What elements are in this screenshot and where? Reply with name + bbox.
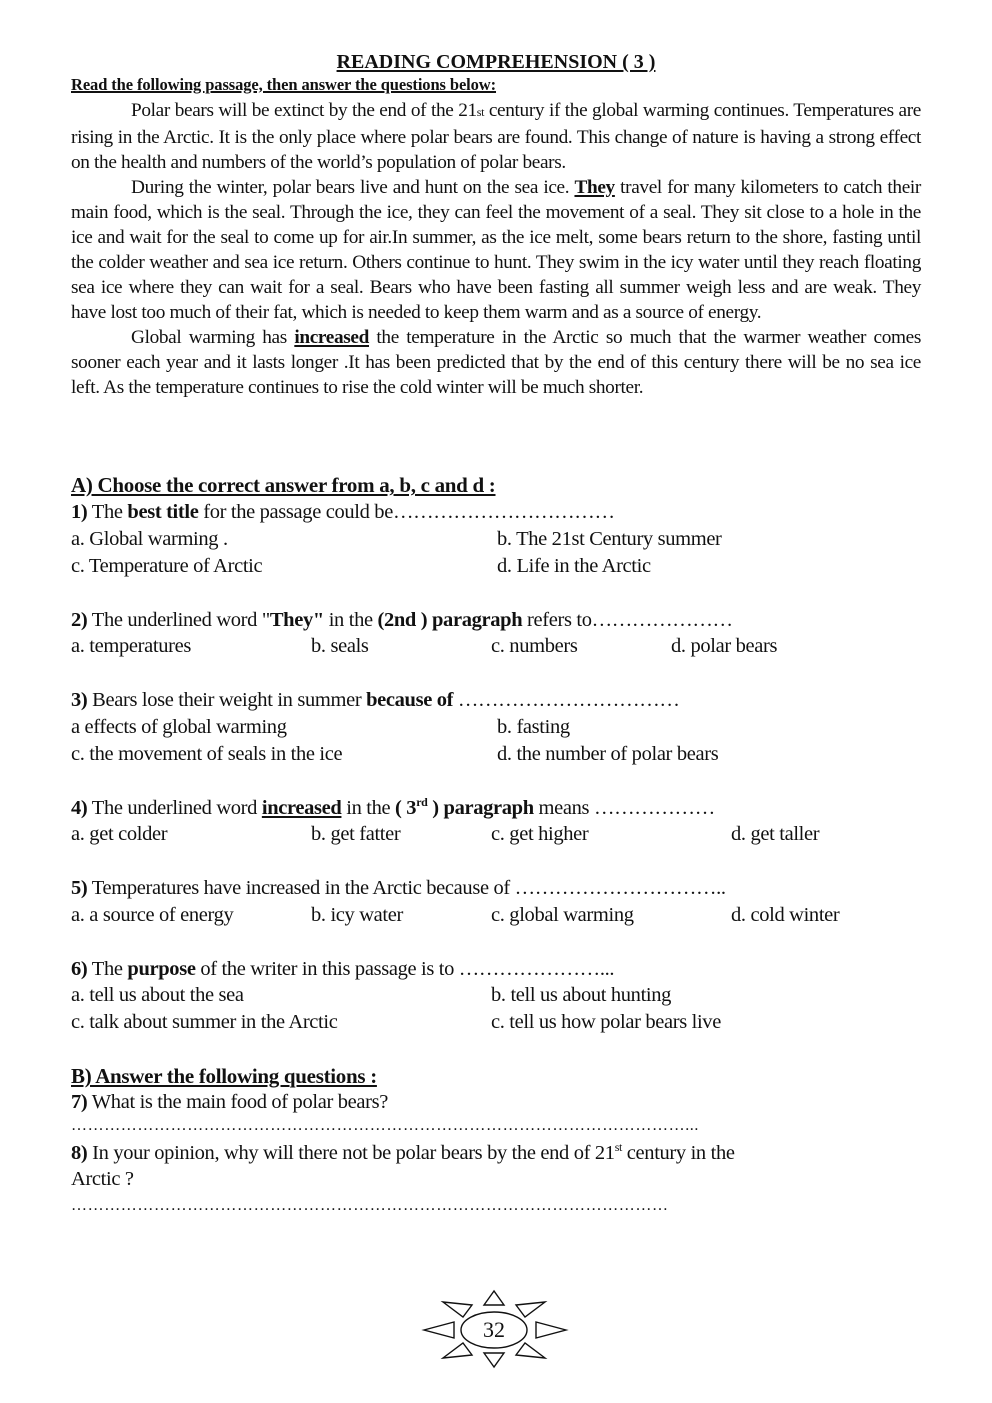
page-number: 32 bbox=[483, 1317, 505, 1342]
passage bbox=[71, 98, 921, 400]
q6-option-b[interactable]: b. tell us about hunting bbox=[491, 984, 672, 1006]
answer-line-q7[interactable]: …………………………………………………………………………………………………... bbox=[71, 1117, 699, 1134]
q4-option-c[interactable]: c. get higher bbox=[491, 823, 589, 845]
q3-option-c[interactable]: c. the movement of seals in the ice bbox=[71, 743, 343, 765]
q2-option-c[interactable]: c. numbers bbox=[491, 635, 578, 657]
question-1: 1) The best title for the passage could be…………………………… bbox=[71, 501, 615, 523]
question-8: 8) In your opinion, why will there not be polar bears by the end of 21st century in the bbox=[71, 1140, 735, 1164]
q2-option-d[interactable]: d. polar bears bbox=[671, 635, 778, 657]
question-4: 4) The underlined word increased in the ( 3rd ) paragraph means ……………… bbox=[71, 795, 715, 819]
q1-option-a[interactable]: a. Global warming . bbox=[71, 528, 228, 550]
q5-option-b[interactable]: b. icy water bbox=[311, 904, 403, 926]
q3-option-d[interactable]: d. the number of polar bears bbox=[497, 743, 719, 765]
section-b-heading: B) Answer the following questions : bbox=[71, 1064, 377, 1088]
question-3: 3) Bears lose their weight in summer because of …………………………… bbox=[71, 689, 680, 711]
question-7: 7) What is the main food of polar bears? bbox=[71, 1091, 388, 1113]
q1-option-b[interactable]: b. The 21st Century summer bbox=[497, 528, 722, 550]
q5-option-d[interactable]: d. cold winter bbox=[731, 904, 840, 926]
passage-paragraph-1: Polar bears will be extinct by the end of the 21st century if the global warming continues. Temperatures are rising in the Arctic. It is the only place where polar bears are found. This change of nature is having a strong effect on the health and numbers of the world’s population of polar bears. bbox=[71, 100, 921, 173]
q4-option-a[interactable]: a. get colder bbox=[71, 823, 168, 845]
q5-option-a[interactable]: a. a source of energy bbox=[71, 904, 234, 926]
q3-option-b[interactable]: b. fasting bbox=[497, 716, 570, 738]
question-5: 5) Temperatures have increased in the Arctic because of ………………………….. bbox=[71, 877, 726, 899]
underlined-word-they: They bbox=[574, 177, 615, 198]
q6-option-d[interactable]: c. tell us how polar bears live bbox=[491, 1011, 721, 1033]
section-a-heading: A) Choose the correct answer from a, b, c and d : bbox=[71, 473, 496, 497]
q3-option-a[interactable]: a effects of global warming bbox=[71, 716, 287, 738]
q6-option-c[interactable]: c. talk about summer in the Arctic bbox=[71, 1011, 338, 1033]
question-2: 2) The underlined word "They" in the (2nd ) paragraph refers to………………… bbox=[71, 609, 733, 631]
q6-option-a[interactable]: a. tell us about the sea bbox=[71, 984, 244, 1006]
instructions: Read the following passage, then answer the questions below: bbox=[71, 75, 497, 94]
question-6: 6) The purpose of the writer in this passage is to …………………... bbox=[71, 958, 615, 980]
q4-option-d[interactable]: d. get taller bbox=[731, 823, 820, 845]
q5-option-c[interactable]: c. global warming bbox=[491, 904, 634, 926]
page-title: READING COMPREHENSION ( 3 ) bbox=[336, 51, 656, 73]
question-8-line-2: Arctic ? bbox=[71, 1168, 134, 1190]
passage-paragraph-3: Global warming has increased the temperature in the Arctic so much that the warmer weather comes sooner each year and it lasts longer .It has been predicted that by the end of this century there will be no sea ice left. As the temperature continues to rise the cold winter will be much shorter. bbox=[71, 327, 922, 398]
q1-option-c[interactable]: c. Temperature of Arctic bbox=[71, 555, 263, 577]
q4-option-b[interactable]: b. get fatter bbox=[311, 823, 401, 845]
q1-option-d[interactable]: d. Life in the Arctic bbox=[497, 555, 651, 577]
answer-line-q8[interactable]: ……………………………………………………………………………………………… bbox=[71, 1197, 669, 1214]
q2-option-b[interactable]: b. seals bbox=[311, 635, 369, 657]
underlined-word-increased: increased bbox=[294, 327, 369, 348]
q2-option-a[interactable]: a. temperatures bbox=[71, 635, 191, 657]
passage-paragraph-2: During the winter, polar bears live and hunt on the sea ice. They travel for many kilometers to catch their main food, which is the seal. Through the ice, they can feel the movement of a seal. They sit close to a hole in the ice and wait for the seal to come up for air.In summer, as the ice melt, some bears return to the shore, fasting until the colder weather and sea ice return. Others continue to hunt. They swim in the icy water until they reach floating sea ice where they can wait for a seal. Bears who have been fasting all summer weigh less and are weak. They have lost too much of their fat, which is needed to keep them warm and as a source of energy. bbox=[71, 177, 921, 323]
